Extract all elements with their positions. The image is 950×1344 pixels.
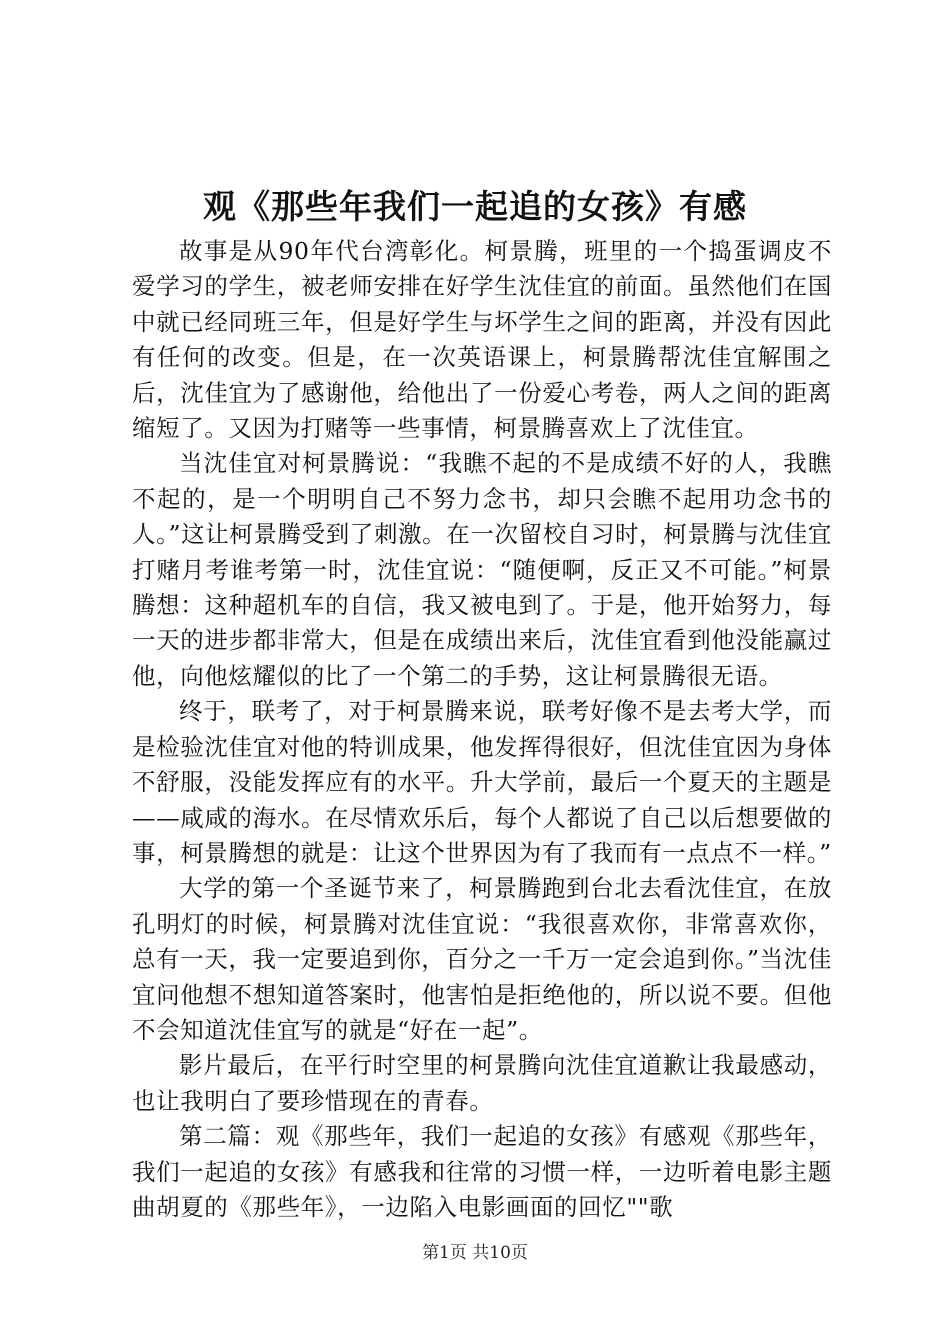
paragraph-3: 终于，联考了，对于柯景腾来说，联考好像不是去考大学，而是检验沈佳宜对他的特训成果，他发挥得很好，但沈佳宜因为身体不舒服，没能发挥应有的水平。升大学前，最后一个夏天的主题是——咸咸的海水。在尽情欢乐后，每个人都说了自己以后想要做的事，柯景腾想的就是：让这个世界因为有了我而有一点点不一样。”	[132, 697, 832, 867]
paragraph-1: 故事是从90年代台湾彰化。柯景腾，班里的一个捣蛋调皮不爱学习的学生，被老师安排在好学生沈佳宜的前面。虽然他们在国中就已经同班三年，但是好学生与坏学生之间的距离，并没有因此有任何的改变。但是，在一次英语课上，柯景腾帮沈佳宜解围之后，沈佳宜为了感谢他，给他出了一份爱心考卷，两人之间的距离缩短了。又因为打赌等一些事情，柯景腾喜欢上了沈佳宜。	[132, 237, 832, 443]
page-footer: 第1页 共10页	[422, 1243, 528, 1263]
paragraph-2: 当沈佳宜对柯景腾说：“我瞧不起的不是成绩不好的人，我瞧不起的，是一个明明自己不努力念书，却只会瞧不起用功念书的人。”这让柯景腾受到了刺激。在一次留校自习时，柯景腾与沈佳宜打赌月考谁考第一时，沈佳宜说：“随便啊，反正又不可能。”柯景腾想：这种超机车的自信，我又被电到了。于是，他开始努力，每一天的进步都非常大，但是在成绩出来后，沈佳宜看到他没能赢过他，向他炫耀似的比了一个第二的手势，这让柯景腾很无语。	[132, 449, 832, 690]
paragraph-5: 影片最后，在平行时空里的柯景腾向沈佳宜道歉让我最感动，也让我明白了要珍惜现在的青春。	[132, 1051, 832, 1115]
document-title: 观《那些年我们一起追的女孩》有感	[203, 187, 747, 226]
paragraph-4: 大学的第一个圣诞节来了，柯景腾跑到台北去看沈佳宜，在放孔明灯的时候，柯景腾对沈佳宜说：“我很喜欢你，非常喜欢你，总有一天，我一定要追到你，百分之一千万一定会追到你。”当沈佳宜问他想不想知道答案时，他害怕是拒绝他的，所以说不要。但他不会知道沈佳宜写的就是“好在一起”。	[132, 874, 832, 1044]
paragraph-6: 第二篇：观《那些年，我们一起追的女孩》有感观《那些年，我们一起追的女孩》有感我和往常的习惯一样，一边听着电影主题曲胡夏的《那些年》，一边陷入电影画面的回忆""歌	[132, 1122, 832, 1221]
document-body	[132, 234, 832, 1225]
